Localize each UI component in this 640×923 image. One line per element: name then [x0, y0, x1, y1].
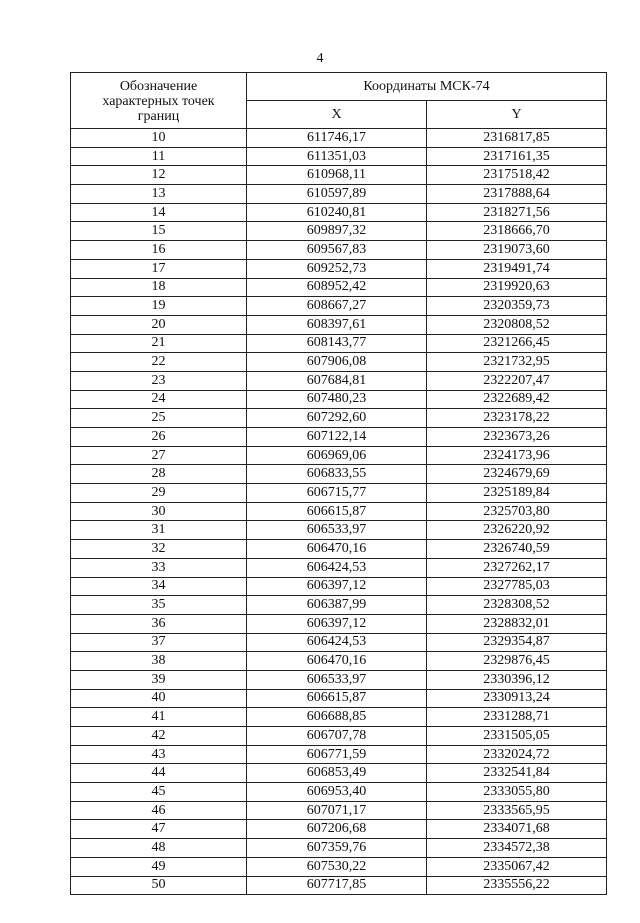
x-coordinate-cell: 606615,87 [247, 502, 427, 521]
point-number-cell: 50 [71, 876, 247, 895]
table-row [71, 521, 607, 540]
point-number-cell: 34 [71, 577, 247, 596]
point-number-cell: 44 [71, 764, 247, 783]
point-number-cell: 10 [71, 129, 247, 148]
table-row [71, 297, 607, 316]
table-row [71, 129, 607, 148]
table-row [71, 390, 607, 409]
table-row [71, 428, 607, 447]
point-number-cell: 47 [71, 820, 247, 839]
x-coordinate-cell: 607206,68 [247, 820, 427, 839]
x-coordinate-cell: 606533,97 [247, 521, 427, 540]
point-number-cell: 31 [71, 521, 247, 540]
y-coordinate-cell: 2326740,59 [427, 540, 607, 559]
y-coordinate-cell: 2324679,69 [427, 465, 607, 484]
table-row [71, 652, 607, 671]
y-coordinate-cell: 2335556,22 [427, 876, 607, 895]
table-row [71, 484, 607, 503]
x-coordinate-cell: 606470,16 [247, 652, 427, 671]
table-row [71, 371, 607, 390]
point-number-cell: 37 [71, 633, 247, 652]
y-coordinate-cell: 2320808,52 [427, 315, 607, 334]
x-coordinate-cell: 607359,76 [247, 839, 427, 858]
point-number-cell: 33 [71, 558, 247, 577]
y-coordinate-cell: 2325189,84 [427, 484, 607, 503]
point-number-cell: 46 [71, 801, 247, 820]
x-coordinate-cell: 610597,89 [247, 185, 427, 204]
point-header-line-1: Обозначение [119, 78, 198, 94]
point-number-cell: 29 [71, 484, 247, 503]
y-coordinate-cell: 2320359,73 [427, 297, 607, 316]
point-number-cell: 27 [71, 446, 247, 465]
table-row [71, 820, 607, 839]
table-row [71, 727, 607, 746]
y-coordinate-cell: 2317518,42 [427, 166, 607, 185]
point-number-cell: 49 [71, 857, 247, 876]
table-row [71, 166, 607, 185]
x-coordinate-cell: 608397,61 [247, 315, 427, 334]
y-coordinate-cell: 2319920,63 [427, 278, 607, 297]
y-coordinate-cell: 2318666,70 [427, 222, 607, 241]
point-number-cell: 14 [71, 203, 247, 222]
x-column-header: X [247, 101, 427, 129]
point-number-cell: 23 [71, 371, 247, 390]
x-coordinate-cell: 607071,17 [247, 801, 427, 820]
page-number: 4 [316, 51, 324, 66]
point-number-cell: 38 [71, 652, 247, 671]
table-row [71, 334, 607, 353]
x-coordinate-cell: 609252,73 [247, 259, 427, 278]
table-row [71, 689, 607, 708]
point-number-cell: 20 [71, 315, 247, 334]
table-row [71, 278, 607, 297]
table-row [71, 764, 607, 783]
y-coordinate-cell: 2321732,95 [427, 353, 607, 372]
table-body [71, 129, 607, 895]
x-coordinate-cell: 606853,49 [247, 764, 427, 783]
point-number-cell: 12 [71, 166, 247, 185]
point-header-line-3: границ [137, 108, 180, 124]
y-coordinate-cell: 2316817,85 [427, 129, 607, 148]
point-number-cell: 13 [71, 185, 247, 204]
table-row [71, 708, 607, 727]
table-row [71, 633, 607, 652]
x-coordinate-cell: 607530,22 [247, 857, 427, 876]
y-coordinate-cell: 2334572,38 [427, 839, 607, 858]
x-coordinate-cell: 608143,77 [247, 334, 427, 353]
y-coordinate-cell: 2322207,47 [427, 371, 607, 390]
x-coordinate-cell: 607292,60 [247, 409, 427, 428]
y-coordinate-cell: 2317161,35 [427, 147, 607, 166]
x-coordinate-cell: 606397,12 [247, 577, 427, 596]
table-row [71, 465, 607, 484]
x-coordinate-cell: 606387,99 [247, 596, 427, 615]
x-coordinate-cell: 608667,27 [247, 297, 427, 316]
point-number-cell: 45 [71, 783, 247, 802]
x-coordinate-cell: 606470,16 [247, 540, 427, 559]
point-number-cell: 42 [71, 727, 247, 746]
table-row [71, 147, 607, 166]
y-coordinate-cell: 2330913,24 [427, 689, 607, 708]
x-coordinate-cell: 607684,81 [247, 371, 427, 390]
y-coordinate-cell: 2317888,64 [427, 185, 607, 204]
y-coordinate-cell: 2328832,01 [427, 614, 607, 633]
x-coordinate-cell: 607480,23 [247, 390, 427, 409]
y-coordinate-cell: 2335067,42 [427, 857, 607, 876]
table-row [71, 614, 607, 633]
table-row [71, 259, 607, 278]
point-number-cell: 11 [71, 147, 247, 166]
table-row [71, 558, 607, 577]
table-row [71, 446, 607, 465]
table-row [71, 222, 607, 241]
y-coordinate-cell: 2331288,71 [427, 708, 607, 727]
y-coordinate-cell: 2333055,80 [427, 783, 607, 802]
table-row [71, 502, 607, 521]
y-coordinate-cell: 2322689,42 [427, 390, 607, 409]
y-coordinate-cell: 2319073,60 [427, 241, 607, 260]
point-number-cell: 24 [71, 390, 247, 409]
x-coordinate-cell: 606424,53 [247, 558, 427, 577]
y-coordinate-cell: 2334071,68 [427, 820, 607, 839]
x-coordinate-cell: 609897,32 [247, 222, 427, 241]
coordinates-system-header: Координаты МСК-74 [247, 73, 607, 101]
y-coordinate-cell: 2323178,22 [427, 409, 607, 428]
x-coordinate-cell: 606715,77 [247, 484, 427, 503]
y-coordinate-cell: 2332024,72 [427, 745, 607, 764]
x-coordinate-cell: 606615,87 [247, 689, 427, 708]
table-row [71, 241, 607, 260]
point-number-cell: 39 [71, 670, 247, 689]
x-coordinate-cell: 606707,78 [247, 727, 427, 746]
y-coordinate-cell: 2319491,74 [427, 259, 607, 278]
table-row [71, 783, 607, 802]
y-coordinate-cell: 2329876,45 [427, 652, 607, 671]
x-coordinate-cell: 606969,06 [247, 446, 427, 465]
x-coordinate-cell: 606953,40 [247, 783, 427, 802]
point-number-cell: 19 [71, 297, 247, 316]
point-number-cell: 16 [71, 241, 247, 260]
point-number-cell: 43 [71, 745, 247, 764]
point-number-cell: 32 [71, 540, 247, 559]
point-number-cell: 35 [71, 596, 247, 615]
x-coordinate-cell: 609567,83 [247, 241, 427, 260]
x-coordinate-cell: 607717,85 [247, 876, 427, 895]
point-number-cell: 17 [71, 259, 247, 278]
y-coordinate-cell: 2321266,45 [427, 334, 607, 353]
table-row [71, 745, 607, 764]
x-coordinate-cell: 606424,53 [247, 633, 427, 652]
y-coordinate-cell: 2333565,95 [427, 801, 607, 820]
y-coordinate-cell: 2324173,96 [427, 446, 607, 465]
x-coordinate-cell: 610968,11 [247, 166, 427, 185]
x-coordinate-cell: 606771,59 [247, 745, 427, 764]
y-coordinate-cell: 2325703,80 [427, 502, 607, 521]
y-coordinate-cell: 2329354,87 [427, 633, 607, 652]
x-coordinate-cell: 610240,81 [247, 203, 427, 222]
table-row [71, 577, 607, 596]
table-row [71, 876, 607, 895]
table-row [71, 596, 607, 615]
point-number-cell: 18 [71, 278, 247, 297]
y-coordinate-cell: 2328308,52 [427, 596, 607, 615]
point-number-cell: 26 [71, 428, 247, 447]
y-coordinate-cell: 2331505,05 [427, 727, 607, 746]
coordinates-table [70, 72, 607, 895]
table-row [71, 185, 607, 204]
point-number-cell: 21 [71, 334, 247, 353]
x-coordinate-cell: 606533,97 [247, 670, 427, 689]
table-row [71, 670, 607, 689]
y-column-header: Y [427, 101, 607, 129]
point-number-cell: 41 [71, 708, 247, 727]
point-number-cell: 36 [71, 614, 247, 633]
y-coordinate-cell: 2327262,17 [427, 558, 607, 577]
y-coordinate-cell: 2326220,92 [427, 521, 607, 540]
point-number-cell: 28 [71, 465, 247, 484]
table-row [71, 540, 607, 559]
x-coordinate-cell: 611746,17 [247, 129, 427, 148]
point-header-line-2: характерных точек [102, 93, 215, 109]
point-number-cell: 48 [71, 839, 247, 858]
table-row [71, 353, 607, 372]
x-coordinate-cell: 607906,08 [247, 353, 427, 372]
point-number-cell: 40 [71, 689, 247, 708]
x-coordinate-cell: 606397,12 [247, 614, 427, 633]
table-row [71, 857, 607, 876]
point-number-cell: 15 [71, 222, 247, 241]
x-coordinate-cell: 608952,42 [247, 278, 427, 297]
y-coordinate-cell: 2332541,84 [427, 764, 607, 783]
y-coordinate-cell: 2330396,12 [427, 670, 607, 689]
table-row [71, 409, 607, 428]
x-coordinate-cell: 611351,03 [247, 147, 427, 166]
y-coordinate-cell: 2318271,56 [427, 203, 607, 222]
table-row [71, 203, 607, 222]
x-coordinate-cell: 607122,14 [247, 428, 427, 447]
y-coordinate-cell: 2327785,03 [427, 577, 607, 596]
point-number-cell: 25 [71, 409, 247, 428]
table-row [71, 315, 607, 334]
table-header [71, 73, 607, 129]
x-coordinate-cell: 606688,85 [247, 708, 427, 727]
point-number-cell: 22 [71, 353, 247, 372]
x-coordinate-cell: 606833,55 [247, 465, 427, 484]
y-coordinate-cell: 2323673,26 [427, 428, 607, 447]
table-row [71, 839, 607, 858]
table-row [71, 801, 607, 820]
point-designation-header [71, 73, 247, 129]
point-number-cell: 30 [71, 502, 247, 521]
